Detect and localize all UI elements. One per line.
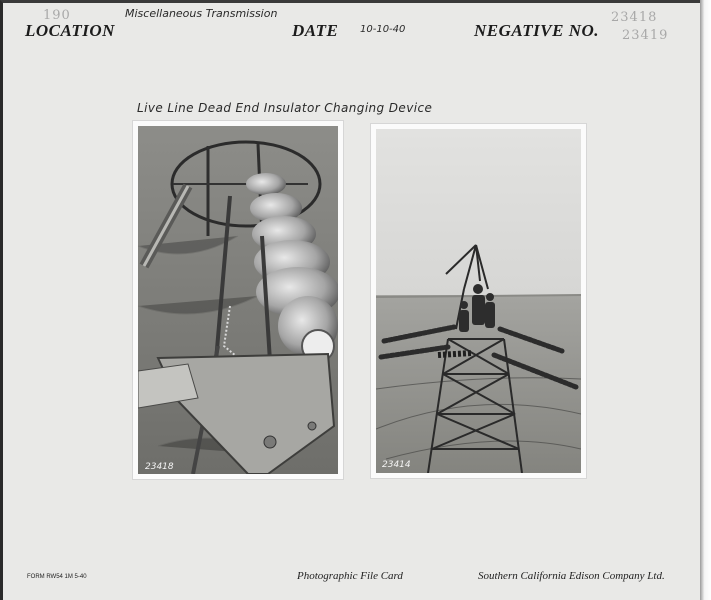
photo-caption: Live Line Dead End Insulator Changing Device <box>137 101 433 115</box>
company-name: Southern California Edison Company Ltd. <box>478 570 665 582</box>
photo-negative-number: 23414 <box>382 460 411 470</box>
corner-stamp: 190 <box>43 8 71 23</box>
photo-insulator-closeup <box>133 121 343 479</box>
tower-top-image <box>376 129 581 473</box>
form-code: FORM RW54 1M 5-40 <box>27 574 87 580</box>
location-value: Miscellaneous Transmission <box>125 7 278 20</box>
photo-tower-top <box>371 124 586 478</box>
photo-negative-number: 23418 <box>145 462 174 472</box>
date-label: DATE <box>292 21 339 40</box>
negative-label: NEGATIVE NO. <box>474 21 600 40</box>
card-title: Photographic File Card <box>297 570 403 582</box>
location-label: LOCATION <box>25 21 115 40</box>
negative-number-2: 23419 <box>622 28 669 43</box>
date-value: 10-10-40 <box>360 24 406 35</box>
insulator-closeup-image <box>138 126 338 474</box>
card-edge <box>700 0 711 600</box>
negative-number-1: 23418 <box>611 10 658 25</box>
